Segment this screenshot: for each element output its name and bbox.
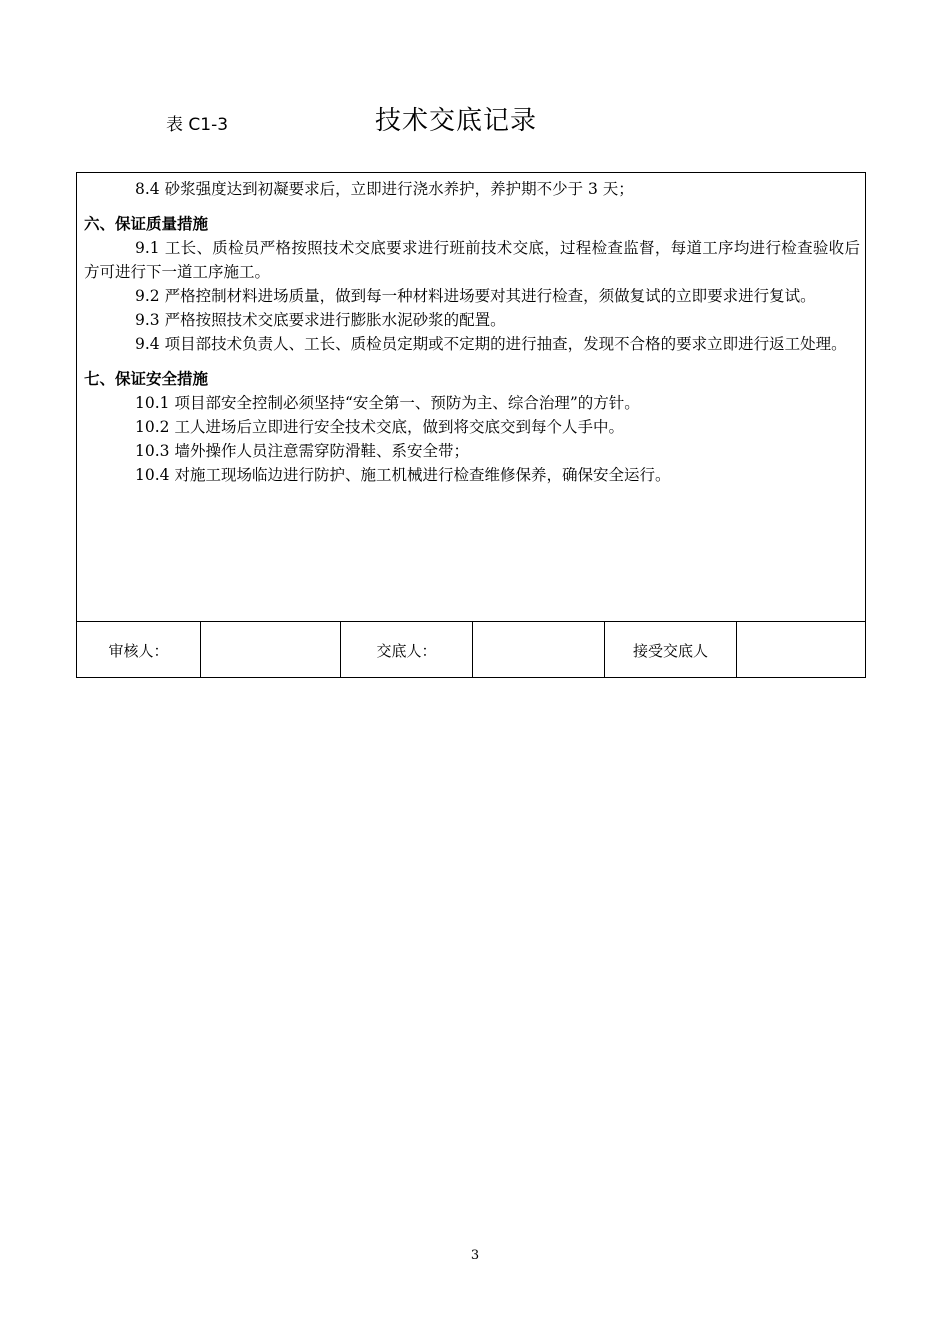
document-title: 技术交底记录 <box>375 106 538 136</box>
discloser-label: 交底人： <box>341 622 473 678</box>
paragraph-8-4: 8.4 砂浆强度达到初凝要求后，立即进行浇水养护，养护期不少于 3 天； <box>135 180 634 198</box>
paragraph-9-2: 9.2 严格控制材料进场质量，做到每一种材料进场要对其进行检查，须做复试的立即要求进行复试。 <box>135 287 816 305</box>
reviewer-label: 审核人： <box>77 622 201 678</box>
paragraph-9-3: 9.3 严格按照技术交底要求进行膨胀水泥砂浆的配置。 <box>135 311 506 329</box>
receiver-signature-field <box>737 622 865 678</box>
paragraph-9-4: 9.4 项目部技术负责人、工长、质检员定期或不定期的进行抽查，发现不合格的要求立即进行返工处理。 <box>135 335 847 353</box>
paragraph-10-3: 10.3 墙外操作人员注意需穿防滑鞋、系安全带； <box>135 442 469 460</box>
form-number: 表 C1-3 <box>166 115 229 135</box>
discloser-signature-field <box>473 622 605 678</box>
paragraph-10-4: 10.4 对施工现场临边进行防护、施工机械进行检查维修保养，确保安全运行。 <box>135 466 671 484</box>
record-table <box>76 172 866 678</box>
paragraph-10-1: 10.1 项目部安全控制必须坚持“安全第一、预防为主、综合治理”的方针。 <box>135 394 640 412</box>
signature-row <box>77 621 865 678</box>
section-heading-safety: 七、保证安全措施 <box>84 370 209 388</box>
reviewer-signature-field <box>201 622 341 678</box>
page-number: 3 <box>470 1248 480 1263</box>
disclosure-content <box>84 177 860 487</box>
page-header <box>0 100 950 140</box>
section-heading-quality: 六、保证质量措施 <box>84 215 209 233</box>
paragraph-10-2: 10.2 工人进场后立即进行安全技术交底，做到将交底交到每个人手中。 <box>135 418 624 436</box>
paragraph-9-1: 9.1 工长、质检员严格按照技术交底要求进行班前技术交底，过程检查监督，每道工序均进行检查验收后方可进行下一道工序施工。 <box>84 239 860 281</box>
receiver-label: 接受交底人 <box>605 622 737 678</box>
